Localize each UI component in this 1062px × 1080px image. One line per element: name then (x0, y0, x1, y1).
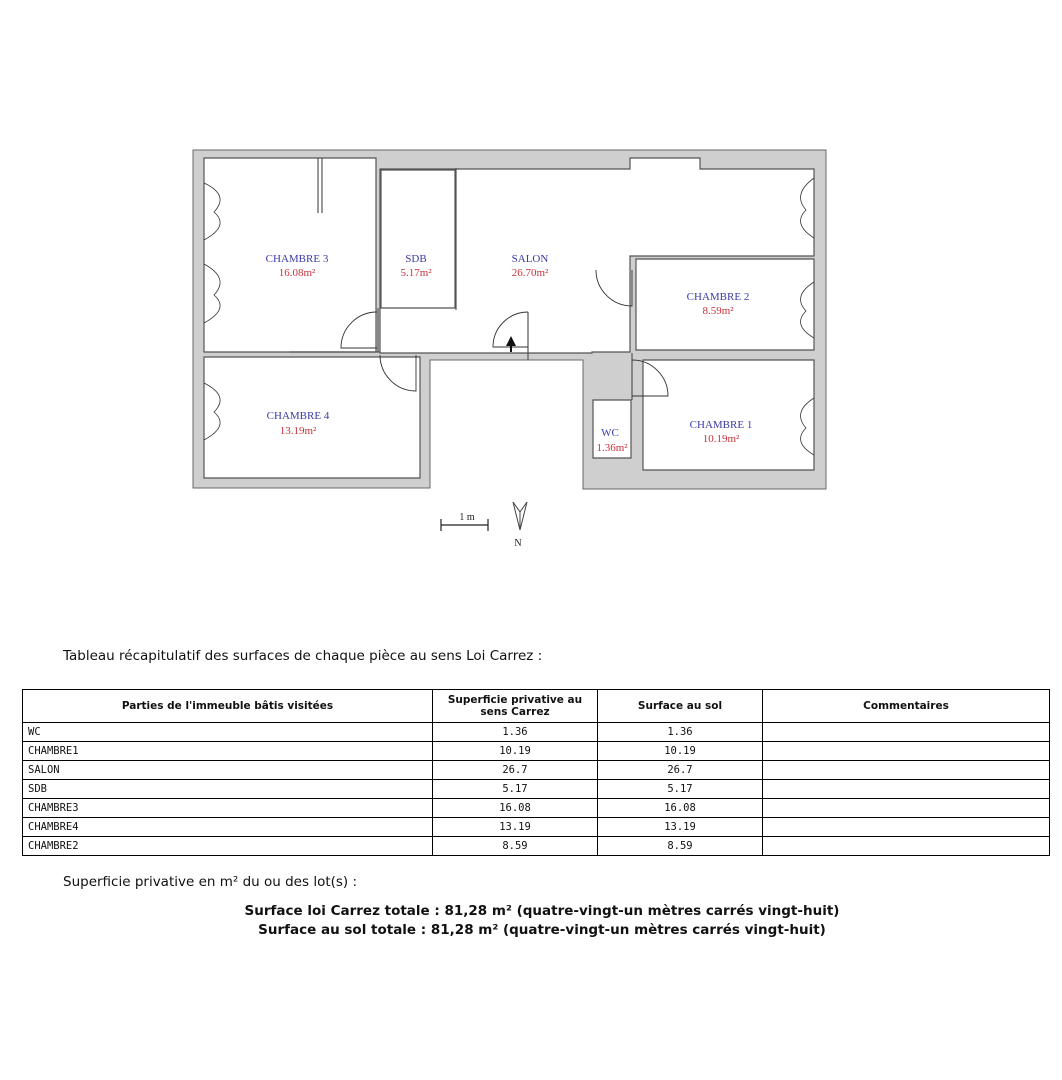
cell-commentaire (763, 761, 1050, 780)
room-area-wc: 1.36m² (596, 442, 628, 454)
cell-commentaire (763, 742, 1050, 761)
room-name-chambre4: CHAMBRE 4 (266, 410, 330, 422)
cell-commentaire (763, 818, 1050, 837)
cell-piece: CHAMBRE2 (23, 837, 433, 856)
table-row (23, 723, 1050, 742)
header-sol: Surface au sol (598, 690, 763, 723)
table-row (23, 837, 1050, 856)
cell-sol: 26.7 (598, 761, 763, 780)
header-parties: Parties de l'immeuble bâtis visitées (23, 690, 433, 723)
room-name-sdb: SDB (405, 253, 427, 265)
total-carrez: Surface loi Carrez totale : 81,28 m² (quatre-vingt-un mètres carrés vingt-huit) (244, 903, 840, 919)
room-area-salon: 26.70m² (511, 267, 549, 279)
north-label: N (514, 538, 522, 549)
room-area-chambre2: 8.59m² (702, 305, 734, 317)
cell-carrez: 1.36 (433, 723, 598, 742)
cell-piece: SALON (23, 761, 433, 780)
cell-piece: CHAMBRE4 (23, 818, 433, 837)
surfaces-table (22, 689, 1050, 856)
lot-text: Superficie privative en m² du ou des lot(s) : (63, 874, 358, 890)
cell-piece: WC (23, 723, 433, 742)
north-arrow-icon (513, 502, 527, 530)
total-sol: Surface au sol totale : 81,28 m² (quatre-vingt-un mètres carrés vingt-huit) (258, 922, 826, 938)
room-name-chambre2: CHAMBRE 2 (686, 291, 750, 303)
header-commentaires: Commentaires (763, 690, 1050, 723)
cell-commentaire (763, 837, 1050, 856)
cell-sol: 10.19 (598, 742, 763, 761)
cell-sol: 5.17 (598, 780, 763, 799)
table-row (23, 799, 1050, 818)
cell-commentaire (763, 780, 1050, 799)
room-name-chambre1: CHAMBRE 1 (689, 419, 753, 431)
cell-piece: SDB (23, 780, 433, 799)
cell-sol: 1.36 (598, 723, 763, 742)
table-row (23, 818, 1050, 837)
cell-piece: CHAMBRE1 (23, 742, 433, 761)
table-header-row (23, 690, 1050, 723)
room-area-chambre4: 13.19m² (279, 425, 317, 437)
cell-commentaire (763, 799, 1050, 818)
table-row (23, 780, 1050, 799)
room-area-chambre3: 16.08m² (278, 267, 316, 279)
room-area-sdb: 5.17m² (400, 267, 432, 279)
cell-piece: CHAMBRE3 (23, 799, 433, 818)
room-area-chambre1: 10.19m² (702, 433, 740, 445)
cell-commentaire (763, 723, 1050, 742)
room-name-salon: SALON (511, 253, 549, 265)
cell-sol: 8.59 (598, 837, 763, 856)
cell-carrez: 13.19 (433, 818, 598, 837)
room-name-chambre3: CHAMBRE 3 (265, 253, 329, 265)
cell-carrez: 10.19 (433, 742, 598, 761)
header-carrez: Superficie privative au sens Carrez (433, 690, 598, 723)
table-row (23, 742, 1050, 761)
room-sdb-floor (381, 170, 455, 308)
room-chambre1-floor (643, 360, 814, 470)
table-row (23, 761, 1050, 780)
cell-carrez: 5.17 (433, 780, 598, 799)
cell-sol: 13.19 (598, 818, 763, 837)
room-name-wc: WC (601, 427, 619, 439)
cell-carrez: 26.7 (433, 761, 598, 780)
cell-carrez: 16.08 (433, 799, 598, 818)
scale-bar-label: 1 m (459, 512, 475, 523)
table-intro: Tableau récapitulatif des surfaces de chaque pièce au sens Loi Carrez : (63, 648, 543, 664)
cell-sol: 16.08 (598, 799, 763, 818)
cell-carrez: 8.59 (433, 837, 598, 856)
